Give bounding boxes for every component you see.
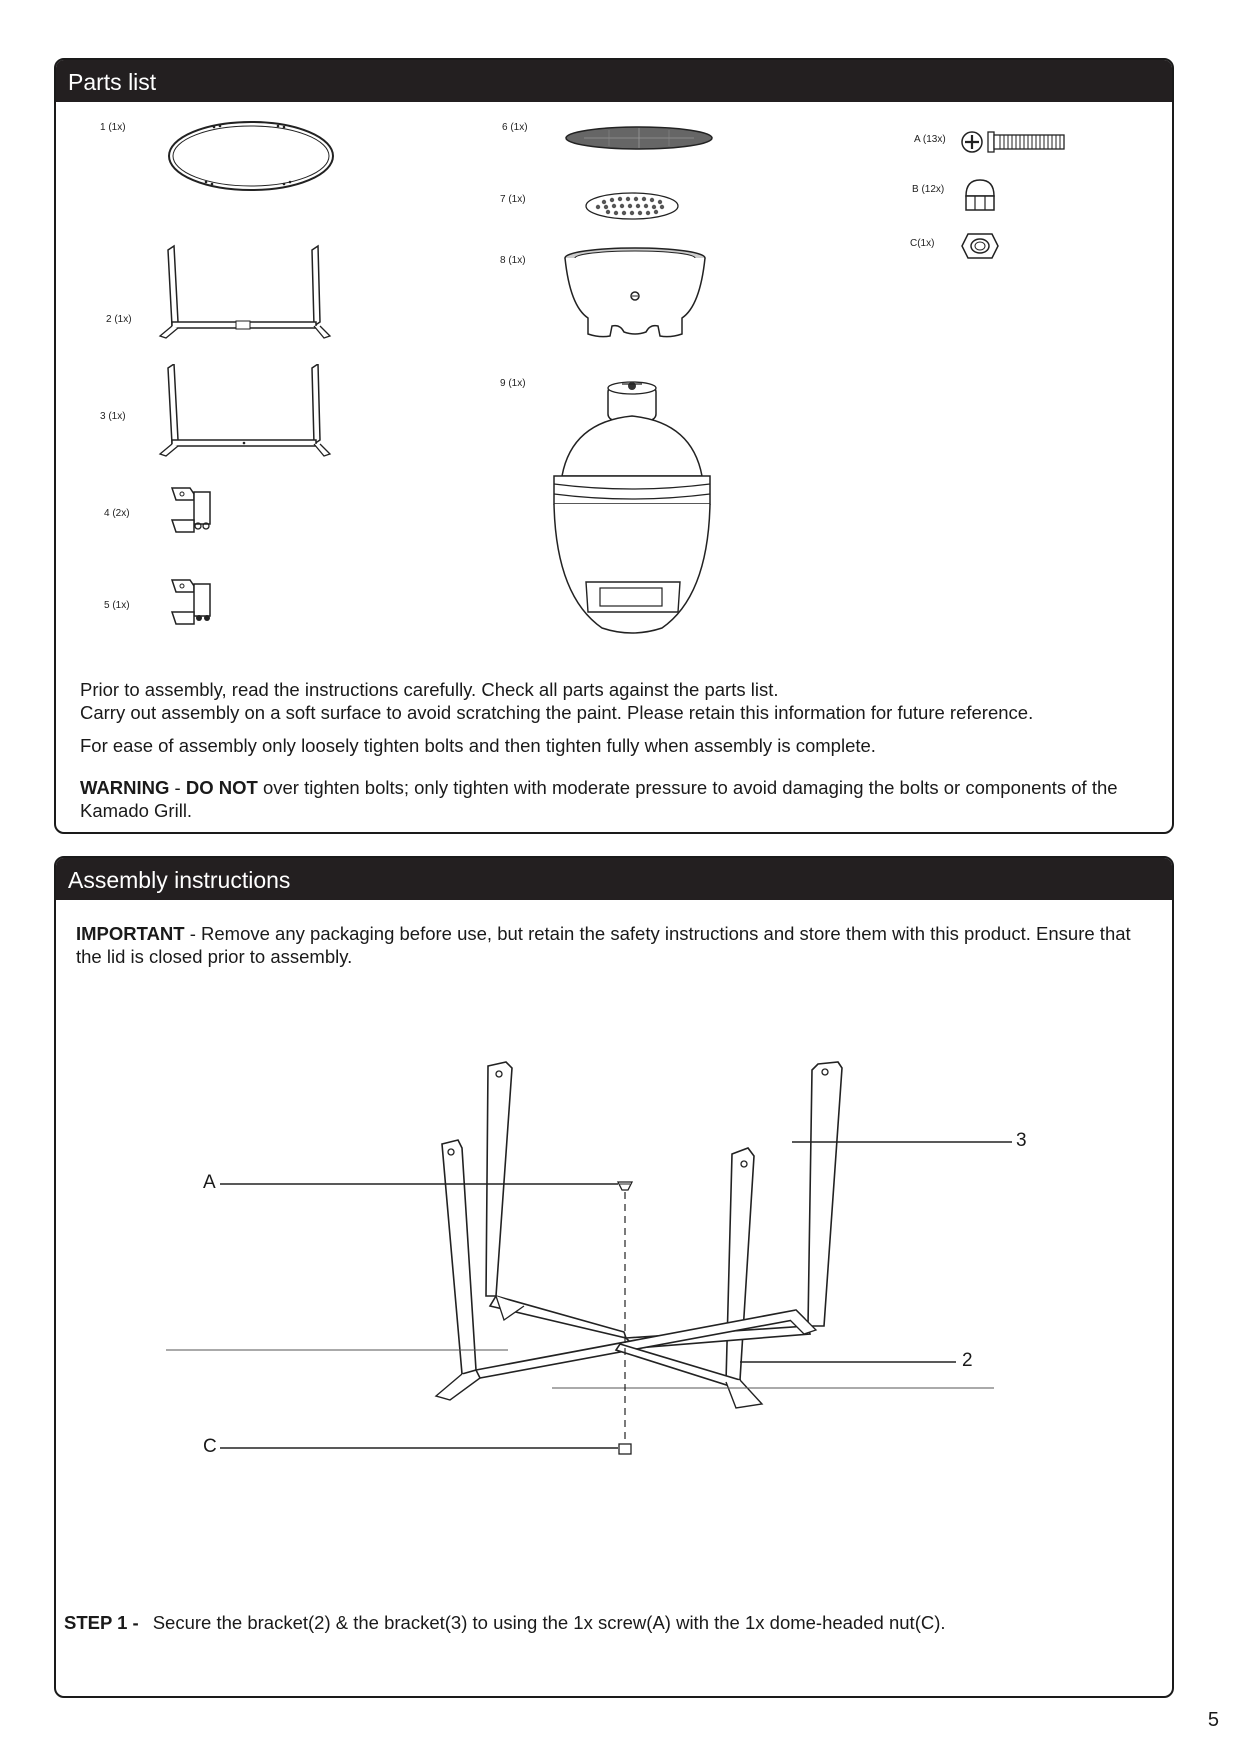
parts-list-panel bbox=[54, 58, 1174, 834]
parts-list-title: Parts list bbox=[56, 60, 1172, 102]
part-b-label: B (12x) bbox=[912, 184, 945, 195]
hex-nut-c-icon bbox=[960, 230, 1000, 262]
step-label: STEP 1 - bbox=[64, 1612, 139, 1633]
important-paragraph bbox=[76, 922, 1156, 968]
warning-dash: - bbox=[169, 777, 186, 798]
callout-2: 2 bbox=[962, 1350, 973, 1371]
part-2-label: 2 (1x) bbox=[106, 314, 132, 325]
intro-line-1: Prior to assembly, read the instructions carefully. Check all parts against the parts list. bbox=[80, 679, 779, 700]
part-1-label: 1 (1x) bbox=[100, 122, 126, 133]
assembly-panel bbox=[54, 856, 1174, 1698]
screw-a-icon bbox=[960, 128, 1070, 158]
fire-box-icon bbox=[560, 246, 710, 346]
callout-3: 3 bbox=[1016, 1130, 1027, 1151]
page-number: 5 bbox=[1207, 1709, 1219, 1731]
ease-note: For ease of assembly only loosely tighten bolts and then tighten fully when assembly is complete. bbox=[80, 735, 876, 756]
hinge-bracket-4-icon bbox=[168, 484, 238, 540]
intro-paragraph bbox=[80, 678, 1152, 724]
part-5-label: 5 (1x) bbox=[104, 600, 130, 611]
assembly-title: Assembly instructions bbox=[56, 858, 1172, 900]
callout-c: C bbox=[203, 1436, 217, 1457]
part-7-label: 7 (1x) bbox=[500, 194, 526, 205]
warning-text: over tighten bolts; only tighten with moderate pressure to avoid damaging the bolts or components of the Kamado Grill. bbox=[80, 777, 1118, 821]
callout-a: A bbox=[203, 1172, 216, 1193]
important-text: - Remove any packaging before use, but retain the safety instructions and store them with this product. Ensure that the lid is closed prior to assembly. bbox=[76, 923, 1131, 967]
charcoal-grate-icon bbox=[582, 190, 682, 226]
part-9-label: 9 (1x) bbox=[500, 378, 526, 389]
warning-donot: DO NOT bbox=[185, 777, 258, 798]
hinge-bracket-5-icon bbox=[168, 576, 238, 632]
part-8-label: 8 (1x) bbox=[500, 255, 526, 266]
kamado-grill-body-icon bbox=[542, 376, 732, 646]
cooking-grate-icon bbox=[564, 124, 714, 154]
ring-part-icon bbox=[166, 118, 336, 198]
part-a-label: A (13x) bbox=[914, 134, 946, 145]
assembly-diagram bbox=[56, 1058, 1172, 1458]
part-c-label: C(1x) bbox=[910, 238, 935, 249]
dome-nut-b-icon bbox=[960, 178, 1000, 214]
part-3-label: 3 (1x) bbox=[100, 411, 126, 422]
warning-paragraph bbox=[80, 776, 1152, 822]
step-text: Secure the bracket(2) & the bracket(3) to using the 1x screw(A) with the 1x dome-headed nut(C). bbox=[152, 1612, 946, 1633]
bracket-2-part-icon bbox=[156, 244, 336, 344]
step-1 bbox=[64, 1612, 946, 1634]
bracket-3-part-icon bbox=[156, 364, 336, 464]
warning-label: WARNING bbox=[80, 777, 170, 798]
intro-line-2: Carry out assembly on a soft surface to avoid scratching the paint. Please retain this information for future reference. bbox=[80, 702, 1034, 723]
important-label: IMPORTANT bbox=[76, 923, 185, 944]
part-6-label: 6 (1x) bbox=[502, 122, 528, 133]
part-4-label: 4 (2x) bbox=[104, 508, 130, 519]
